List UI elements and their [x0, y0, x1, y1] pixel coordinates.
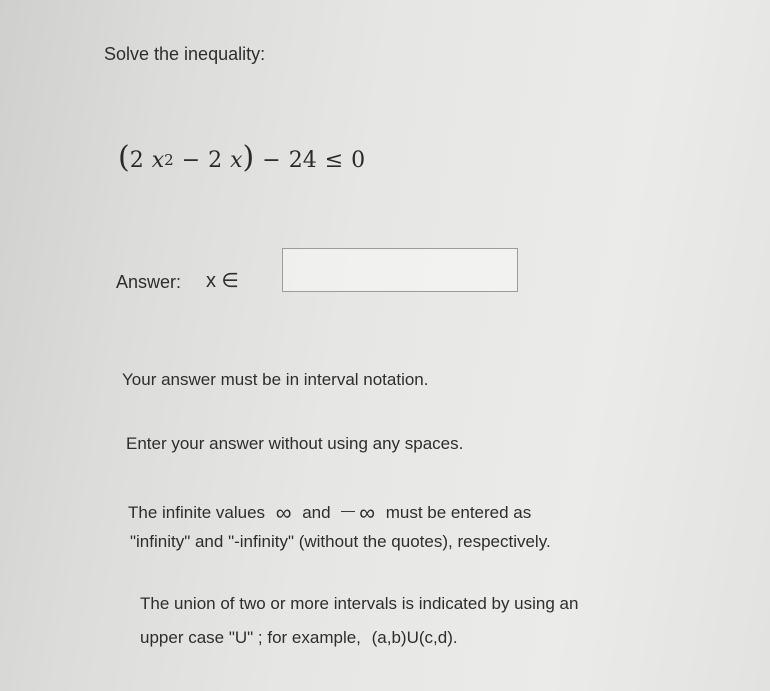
var-2: x: [230, 148, 243, 173]
instruction-union-example: [140, 628, 458, 648]
instruction-infinity-line: [128, 500, 532, 525]
relation-symbol: ≤: [324, 148, 344, 173]
left-paren: (: [118, 140, 130, 175]
instruction-infinity-text-1: The infinite values: [128, 503, 266, 522]
answer-label: Answer:: [116, 272, 182, 292]
inequality-expression: [118, 140, 365, 175]
instruction-union-text: upper case "U" ; for example,: [140, 628, 361, 647]
coef-2: 2: [208, 148, 223, 173]
answer-input[interactable]: [282, 248, 518, 292]
instruction-union: The union of two or more intervals is indicated by using an: [140, 594, 579, 613]
constant: 24: [288, 148, 317, 173]
union-example: (a,b)U(c,d).: [371, 628, 458, 647]
instruction-infinity-words: "infinity" and "-infinity" (without the quotes), respectively.: [130, 532, 551, 551]
right-paren: ): [242, 140, 255, 175]
operator-1: −: [181, 148, 201, 173]
exponent-1: 2: [164, 151, 174, 169]
negative-infinity-icon: ∞: [341, 503, 375, 523]
instruction-infinity-text-2: and: [302, 503, 331, 522]
answer-prefix: x ∈: [206, 270, 239, 292]
instruction-no-spaces: Enter your answer without using any spaces.: [126, 434, 464, 453]
instruction-interval-notation: Your answer must be in interval notation.: [122, 370, 429, 389]
infinity-icon: ∞: [275, 500, 292, 525]
instruction-infinity-text-3: must be entered as: [385, 503, 532, 522]
question-title: Solve the inequality:: [104, 44, 266, 64]
coef-1: 2: [129, 148, 144, 173]
var-1: x: [151, 148, 165, 173]
rhs-value: 0: [351, 148, 366, 173]
operator-2: −: [262, 148, 281, 173]
